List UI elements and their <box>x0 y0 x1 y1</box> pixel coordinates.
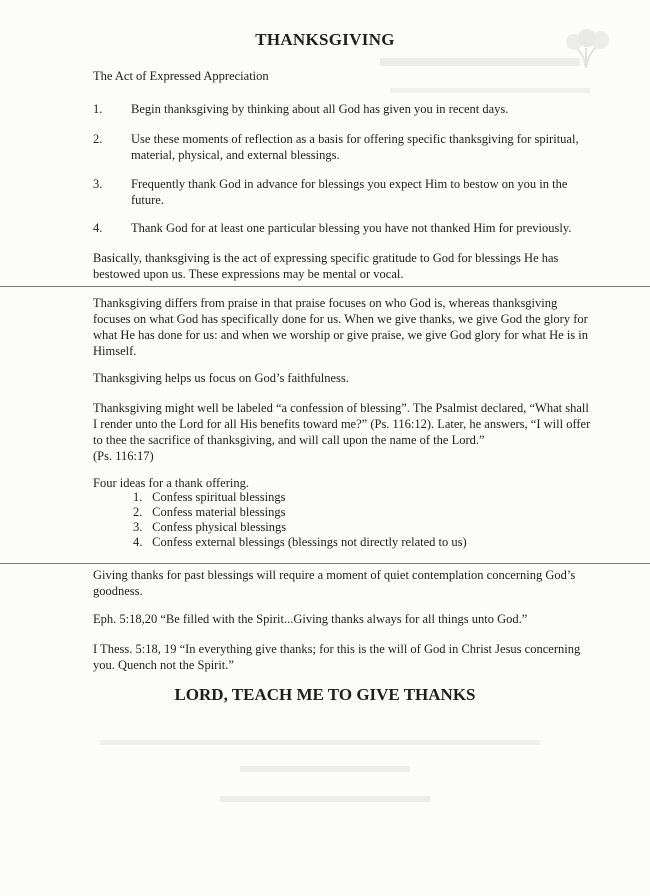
scripture-reference: (Ps. 116:17) <box>93 449 154 463</box>
list-item-text: Begin thanksgiving by thinking about all God has given you in recent days. <box>131 102 509 116</box>
list-item-text: Confess material blessings <box>152 505 286 519</box>
paragraph-basically: Basically, thanksgiving is the act of expressing specific gratitude to God for blessings He has bestowed upon us. These expressions may be mental or vocal. <box>93 251 559 281</box>
list-item <box>133 520 286 535</box>
divider <box>0 563 650 564</box>
list-item-text: Confess spiritual blessings <box>152 490 286 504</box>
paragraph-differs: Thanksgiving differs from praise in that praise focuses on who God is, whereas thanksgiving focuses on what God has specifically done for us. When we give thanks, we give God the glory for what He has done for us: and when we worship or give praise, we give God glory for what He is in Himself. <box>93 296 589 358</box>
list-item-number: 4. <box>93 221 103 235</box>
page-title: THANKSGIVING <box>255 30 395 49</box>
list-item-number: 1. <box>93 102 103 116</box>
list-item-text: Confess external blessings (blessings not directly related to us) <box>152 535 467 549</box>
paragraph-confession <box>93 400 593 464</box>
list-item-text: Thank God for at least one particular blessing you have not thanked Him for previously. <box>131 221 572 235</box>
list-item <box>133 490 285 505</box>
list-item-number: 3. <box>93 177 103 191</box>
list-item-number: 1. <box>133 490 143 504</box>
paragraph-confession-text: Thanksgiving might well be labeled “a confession of blessing”. The Psalmist declared, “What shall I render unto the Lord for all His benefits toward me?” (Ps. 116:12). Later, he answers, “I will offer to thee the sacrifice of thanksgiving, and will call upon the name of the Lord.” <box>93 401 591 447</box>
list-item-number: 3. <box>133 520 143 534</box>
divider <box>0 286 650 287</box>
list-item <box>133 505 285 520</box>
page-subtitle: The Act of Expressed Appreciation <box>93 69 269 83</box>
paragraph-thessalonians: I Thess. 5:18, 19 “In everything give thanks; for this is the will of God in Christ Jesus concerning you. Quench not the Spirit.” <box>93 642 581 672</box>
list-item-text: Confess physical blessings <box>152 520 287 534</box>
list-item-number: 2. <box>93 132 103 146</box>
list-item <box>93 101 593 117</box>
list-item-number: 4. <box>133 535 143 549</box>
list-item-text: Frequently thank God in advance for blessings you expect Him to bestow on you in the future. <box>131 177 568 207</box>
list-item <box>133 535 467 550</box>
list-item-number: 2. <box>133 505 143 519</box>
list-item-text: Use these moments of reflection as a basis for offering specific thanksgiving for spiritual, material, physical, and external blessings. <box>131 132 579 162</box>
list-item <box>93 176 593 208</box>
paragraph-four-ideas: Four ideas for a thank offering. <box>93 476 249 490</box>
paragraph-ephesians: Eph. 5:18,20 “Be filled with the Spirit...Giving thanks always for all things unto God.” <box>93 612 528 626</box>
closing-heading: LORD, TEACH ME TO GIVE THANKS <box>174 685 476 704</box>
list-item <box>93 220 593 236</box>
list-item <box>93 131 593 163</box>
paragraph-past-blessings: Giving thanks for past blessings will require a moment of quiet contemplation concerning God’s goodness. <box>93 568 576 598</box>
paragraph-faithfulness: Thanksgiving helps us focus on God’s faithfulness. <box>93 371 349 385</box>
